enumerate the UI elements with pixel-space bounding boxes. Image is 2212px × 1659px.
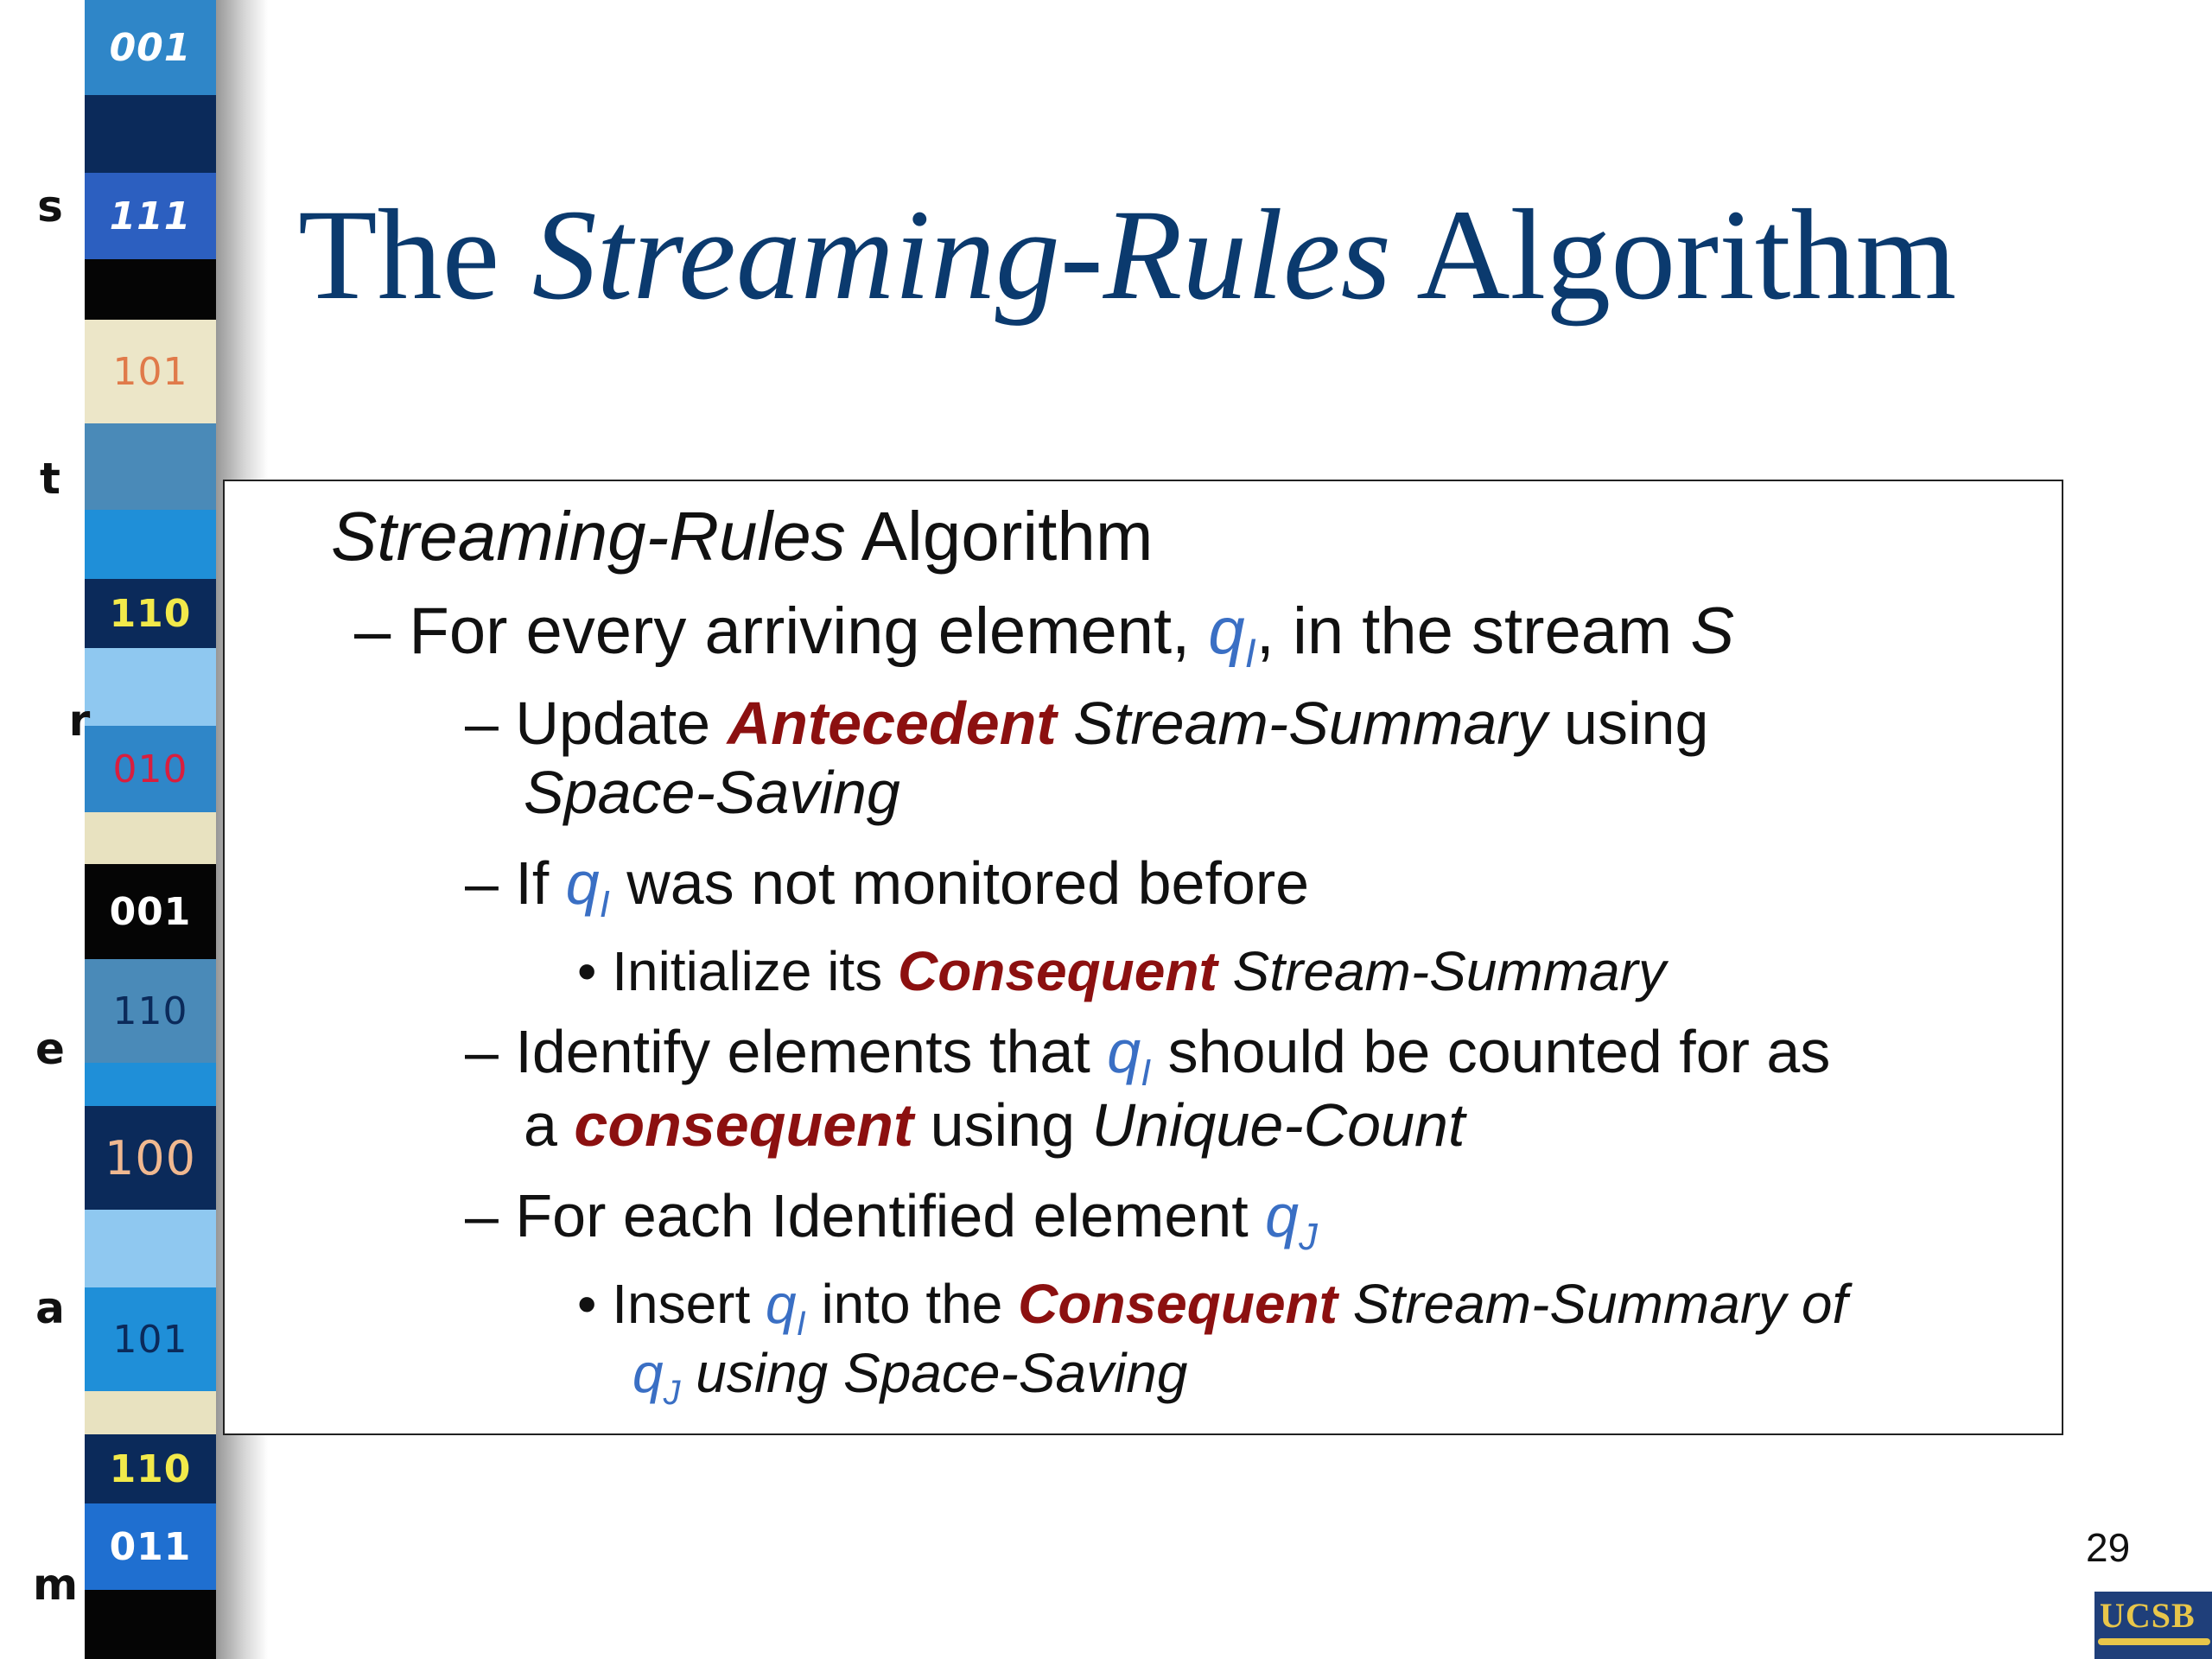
heading-rest: Algorithm <box>845 498 1154 575</box>
q-var: $q_I$ <box>565 849 610 925</box>
strip-band <box>85 95 216 173</box>
strip-band <box>85 812 216 864</box>
text: should be counted for as <box>1151 1018 1831 1085</box>
strip-letter: m <box>33 1560 79 1610</box>
title-suffix: Algorithm <box>1390 183 1957 327</box>
italic-text: Stream-Summary <box>1056 690 1548 757</box>
italic-text: Unique-Count <box>1091 1091 1465 1159</box>
strip-code: 110 <box>85 579 216 648</box>
text: Initialize its <box>612 940 898 1002</box>
strip-band <box>85 510 216 579</box>
q-var: $q_J$ <box>632 1342 681 1412</box>
bullet-line-2 <box>465 689 1708 758</box>
emphasis: Antecedent <box>727 690 1057 757</box>
dash: – <box>465 849 516 917</box>
strip-band <box>85 1590 216 1659</box>
heading-italic: Streaming-Rules <box>331 498 846 575</box>
strip-code: 001 <box>85 864 216 959</box>
text: Insert <box>612 1273 766 1335</box>
box-heading <box>331 497 1153 576</box>
strip-code: 101 <box>85 320 216 423</box>
dash: – <box>465 1018 516 1085</box>
strip-code: 110 <box>85 959 216 1063</box>
strip-code: 101 <box>85 1287 216 1391</box>
strip-band <box>85 648 216 726</box>
strip-code: 111 <box>85 173 216 259</box>
bullet-line-2-cont <box>524 758 900 827</box>
text: If <box>515 849 566 917</box>
strip-band <box>85 423 216 510</box>
title-prefix: The <box>298 183 532 327</box>
emphasis: Consequent <box>1018 1273 1338 1335</box>
text: Update <box>515 690 728 757</box>
bullet-line-5 <box>465 1017 1830 1095</box>
dash: – <box>354 594 410 668</box>
bullet-line-4 <box>577 939 1666 1003</box>
slide-title <box>298 177 1956 333</box>
text: a <box>524 1091 575 1159</box>
title-italic: Streaming-Rules <box>531 183 1391 327</box>
emphasis: consequent <box>574 1091 914 1159</box>
emphasis: Consequent <box>897 940 1217 1002</box>
stream-strip <box>85 0 216 1659</box>
strip-code: 100 <box>85 1106 216 1210</box>
bullet-line-5-cont <box>524 1090 1465 1160</box>
italic-text: Stream-Summary <box>1217 940 1666 1002</box>
q-var: $q_J$ <box>1265 1182 1318 1258</box>
strip-band <box>85 1210 216 1287</box>
strip-letter: s <box>37 181 63 232</box>
strip-band <box>85 1063 216 1106</box>
text: was not monitored before <box>609 849 1310 917</box>
strip-code: 011 <box>85 1503 216 1590</box>
content-box <box>223 480 2063 1435</box>
strip-letter: a <box>35 1283 65 1333</box>
bullet-line-1 <box>354 594 1734 677</box>
text: , in the stream <box>1255 594 1691 668</box>
ucsb-logo <box>2094 1592 2212 1659</box>
bullet-line-7-cont <box>632 1341 1187 1413</box>
text: using <box>913 1091 1092 1159</box>
bullet: • <box>577 940 613 1002</box>
strip-band <box>85 1391 216 1434</box>
italic-text: Stream-Summary of <box>1337 1273 1848 1335</box>
strip-code: 001 <box>85 0 216 95</box>
logo-wave-icon <box>2098 1638 2210 1645</box>
strip-letter: t <box>40 454 60 504</box>
q-var: $q_I$ <box>1107 1018 1152 1094</box>
text: Identify elements that <box>515 1018 1108 1085</box>
q-var: $q_I$ <box>1208 594 1256 677</box>
strip-code: 010 <box>85 726 216 812</box>
logo-text: UCSB <box>2100 1596 2196 1635</box>
strip-letter: r <box>68 696 91 746</box>
bullet-line-6 <box>465 1181 1318 1259</box>
strip-band <box>85 259 216 320</box>
italic-text: Space-Saving <box>524 759 900 826</box>
page-number: 29 <box>2086 1525 2131 1570</box>
text: For every arriving element, <box>409 594 1209 668</box>
stream-var: S <box>1690 594 1735 668</box>
italic-text: using Space-Saving <box>680 1342 1188 1404</box>
dash: – <box>465 690 516 757</box>
text: using <box>1547 690 1709 757</box>
bullet-line-3 <box>465 849 1309 926</box>
bullet: • <box>577 1273 613 1335</box>
strip-letter: e <box>35 1024 65 1074</box>
dash: – <box>465 1182 516 1249</box>
bullet-line-7 <box>577 1272 1847 1344</box>
strip-code: 110 <box>85 1434 216 1503</box>
text: into the <box>805 1273 1019 1335</box>
text: For each Identified element <box>515 1182 1266 1249</box>
q-var: $q_I$ <box>766 1273 806 1343</box>
